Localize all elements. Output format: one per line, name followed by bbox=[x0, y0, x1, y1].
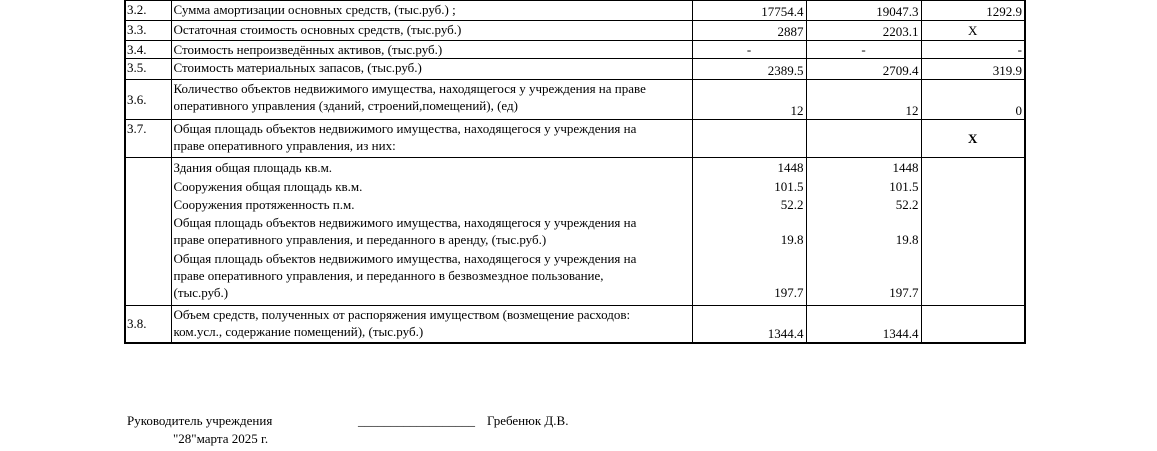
row-label-line: Объем средств, полученных от распоряжения имуществом (возмещение расходов: bbox=[173, 306, 631, 322]
detail-label-free-use: Общая площадь объектов недвижимого имущества, находящегося у учреждения на bbox=[173, 250, 637, 266]
detail-label-free-use: праве оперативного управления, и переданного в безвозмездное пользование, bbox=[173, 267, 604, 283]
row-label-line: оперативного управления (зданий, строений,помещений), (ед) bbox=[173, 97, 518, 113]
detail-value: 1448 bbox=[777, 159, 804, 175]
row-code bbox=[125, 157, 171, 305]
detail-value: 1448 bbox=[892, 159, 919, 175]
value-cell-2 bbox=[806, 119, 921, 157]
value-cell-1 bbox=[692, 119, 806, 157]
row-label: Остаточная стоимость основных средств, (тыс.руб.) bbox=[171, 20, 692, 40]
value-cell-3: 0 bbox=[921, 79, 1025, 119]
value-cell-3: 319.9 bbox=[921, 58, 1025, 79]
value-cell-2: 1344.4 bbox=[806, 305, 921, 343]
value-cell-1: 17754.4 bbox=[692, 0, 806, 20]
value-cell-3: - bbox=[921, 40, 1025, 58]
row-code: 3.3. bbox=[125, 20, 171, 40]
value-cell-1: 1344.4 bbox=[692, 305, 806, 343]
value-cell-3: Х bbox=[921, 20, 1025, 40]
signature-line: __________________ bbox=[358, 413, 475, 428]
detail-value: 52.2 bbox=[895, 196, 919, 212]
value-cell-2: 2709.4 bbox=[806, 58, 921, 79]
table-row-3-4 bbox=[125, 40, 1025, 58]
row-label-line: ком.усл., содержание помещений), (тыс.руб.) bbox=[173, 323, 424, 339]
detail-value: 197.7 bbox=[774, 284, 804, 300]
head-label: Руководитель учреждения bbox=[127, 413, 273, 428]
row-code: 3.2. bbox=[125, 0, 171, 20]
value-cell-2: 12 bbox=[806, 79, 921, 119]
row-label-line: праве оперативного управления, из них: bbox=[173, 137, 396, 153]
row-label bbox=[171, 79, 692, 119]
row-label: Стоимость материальных запасов, (тыс.руб.) bbox=[171, 58, 692, 79]
value-cell-3 bbox=[921, 157, 1025, 305]
detail-value: 52.2 bbox=[780, 196, 804, 212]
detail-labels bbox=[171, 157, 692, 305]
value-cell-2: - bbox=[806, 40, 921, 58]
detail-label-rented: Общая площадь объектов недвижимого имущества, находящегося у учреждения на bbox=[173, 214, 637, 230]
table-row-3-3 bbox=[125, 20, 1025, 40]
detail-value: 19.8 bbox=[895, 231, 919, 247]
value-cell-2: 2203.1 bbox=[806, 20, 921, 40]
row-label: Стоимость непроизведённых активов, (тыс.руб.) bbox=[171, 40, 692, 58]
table-row-3-6 bbox=[125, 79, 1025, 119]
value-cell-3 bbox=[921, 305, 1025, 343]
row-code: 3.5. bbox=[125, 58, 171, 79]
report-table bbox=[124, 0, 1026, 344]
value-cell-2: 19047.3 bbox=[806, 0, 921, 20]
row-code: 3.6. bbox=[125, 79, 171, 119]
detail-label-structures-length: Сооружения протяженность п.м. bbox=[173, 196, 355, 212]
value-cell-1: 2887 bbox=[692, 20, 806, 40]
value-cell-1: - bbox=[692, 40, 806, 58]
value-cell-3: 1292.9 bbox=[921, 0, 1025, 20]
detail-label-rented: праве оперативного управления, и переданного в аренду, (тыс.руб.) bbox=[173, 231, 547, 247]
table-row-3-7 bbox=[125, 119, 1025, 157]
detail-label-buildings: Здания общая площадь кв.м. bbox=[173, 159, 333, 175]
detail-values-2 bbox=[806, 157, 921, 305]
head-name: Гребенюк Д.В. bbox=[487, 413, 569, 428]
row-code: 3.7. bbox=[125, 119, 171, 157]
row-code: 3.8. bbox=[125, 305, 171, 343]
row-label-line: Общая площадь объектов недвижимого имущества, находящегося у учреждения на bbox=[173, 120, 637, 136]
table-row-3-5 bbox=[125, 58, 1025, 79]
row-code: 3.4. bbox=[125, 40, 171, 58]
table-row-3-7-details bbox=[125, 157, 1025, 305]
row-label: Сумма амортизации основных средств, (тыс.руб.) ; bbox=[171, 0, 692, 20]
row-label bbox=[171, 119, 692, 157]
detail-values-1 bbox=[692, 157, 806, 305]
table-row-3-8 bbox=[125, 305, 1025, 343]
row-label-line: Количество объектов недвижимого имущества, находящегося у учреждения на праве bbox=[173, 80, 646, 96]
document-date: "28"марта 2025 г. bbox=[173, 431, 269, 446]
row-label bbox=[171, 305, 692, 343]
value-cell-1: 12 bbox=[692, 79, 806, 119]
table-row-3-2 bbox=[125, 0, 1025, 20]
detail-label-free-use: (тыс.руб.) bbox=[173, 284, 229, 300]
value-cell-3: Х bbox=[921, 119, 1025, 157]
detail-value: 197.7 bbox=[889, 284, 919, 300]
detail-value: 19.8 bbox=[780, 231, 804, 247]
value-cell-1: 2389.5 bbox=[692, 58, 806, 79]
detail-label-structures-area: Сооружения общая площадь кв.м. bbox=[173, 178, 363, 194]
detail-value: 101.5 bbox=[774, 178, 804, 194]
detail-value: 101.5 bbox=[889, 178, 919, 194]
